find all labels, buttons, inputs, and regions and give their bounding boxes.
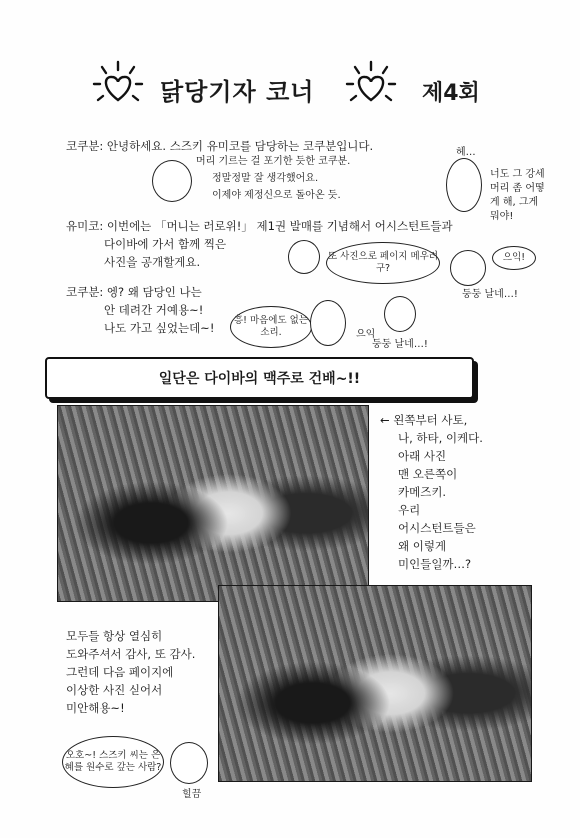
caption-line: 어시스턴트들은	[398, 521, 476, 535]
thanks-line: 이상한 사진 싣어서	[66, 683, 163, 697]
speech-bubble: 흥! 마음에도 없는 소리.	[230, 306, 312, 348]
koobun-greeting: 코쿠분: 안녕하세요. 스즈키 유미코를 담당하는 코쿠분입니다.	[66, 139, 374, 153]
caption-line: 맨 오른쪽이	[398, 467, 458, 481]
toast-banner: 일단은 다이바의 맥주로 건배~!!	[45, 357, 474, 399]
caption-line: 아래 사진	[398, 449, 447, 463]
sun-heart-icon	[92, 60, 144, 112]
issue-number: 제4회	[422, 81, 480, 106]
caption-line: 왜 이렇게	[398, 539, 447, 553]
koobun-line: 나도 가고 싶었는데~!	[104, 321, 215, 335]
koobun-portrait	[170, 742, 208, 784]
sound-effect: 힐끔	[182, 789, 202, 800]
thanks-line: 도와주셔서 감사, 또 감사.	[66, 647, 196, 661]
speech-bubble: 으익!	[492, 246, 536, 270]
speech-bubble: 오호~! 스즈키 씨는 은혜를 원수로 갚는 사람?	[62, 736, 164, 788]
caption-line: 나, 하타, 이케다.	[398, 431, 483, 445]
group-photo-top	[57, 405, 369, 602]
page-title: 닭당기자 코너	[160, 78, 315, 106]
speech-text: 으익	[356, 329, 376, 340]
koobun-line: 코쿠분: 엥? 왜 담당인 나는	[66, 285, 202, 299]
sun-heart-icon	[345, 60, 397, 112]
note-line: 머리 기르는 걸 포기한 듯한 코쿠분.	[196, 156, 351, 167]
yumiko-line: 다이바에 가서 함께 찍은	[104, 237, 227, 251]
koobun-line: 안 데려간 거예용~!	[104, 303, 204, 317]
koobun-portrait	[152, 160, 192, 202]
caption-line: ← 왼쪽부터 사토,	[380, 413, 468, 427]
speech-text: 헤…	[456, 147, 476, 158]
note-line: 정말정말 잘 생각했어요.	[212, 173, 319, 184]
caption-line: 우리	[398, 503, 421, 517]
koobun-portrait	[384, 296, 416, 332]
caption-line: 미인들일까…?	[398, 557, 472, 571]
koobun-portrait	[288, 240, 320, 274]
assistant-portrait	[450, 250, 486, 286]
speech-bubble: 또 사진으로 페이지 메우려구?	[326, 242, 440, 284]
group-photo-bottom	[218, 585, 532, 782]
thanks-line: 모두들 항상 열심히	[66, 629, 163, 643]
yumiko-line: 사진을 공개할게요.	[104, 255, 201, 269]
speech-text: 너도 그 강세 머리 좀 어떻게 해, 그게 뭐야!	[490, 169, 545, 222]
yumiko-line: 유미코: 이번에는 「머니는 러로위!」 제1권 발매를 기념해서 어시스턴트들과	[66, 219, 453, 233]
assistant-portrait	[446, 158, 482, 212]
assistant-portrait	[310, 300, 346, 346]
speech-text: 둥둥 날네…!	[462, 289, 518, 300]
thanks-line: 그런데 다음 페이지에	[66, 665, 174, 679]
note-line: 이제야 제정신으로 돌아온 듯.	[212, 190, 341, 201]
speech-text: 둥둥 날네…!	[372, 339, 428, 350]
caption-line: 카메즈키.	[398, 485, 447, 499]
thanks-line: 미안해용~!	[66, 701, 125, 715]
